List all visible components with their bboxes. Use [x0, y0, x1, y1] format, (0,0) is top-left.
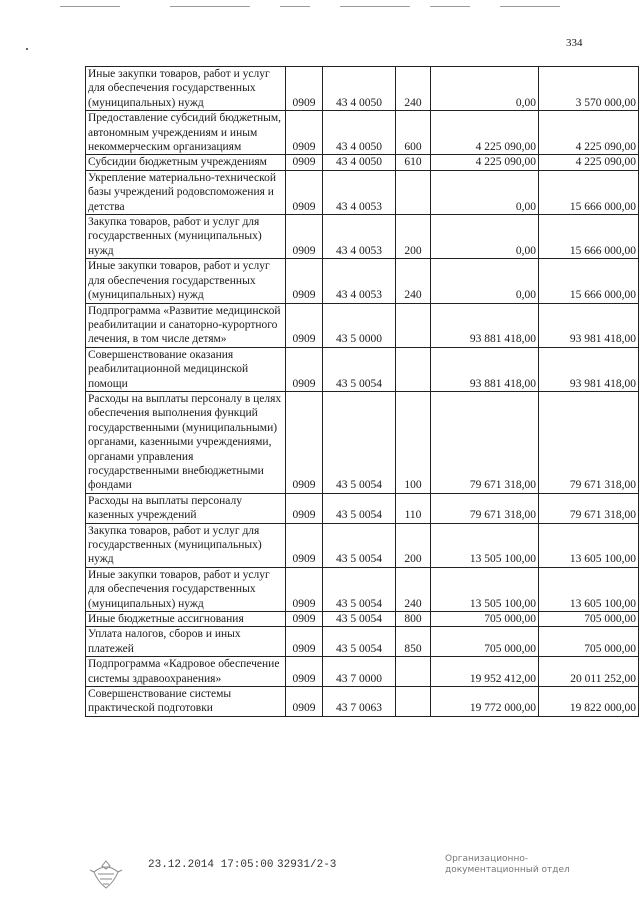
row-target-article: 43 5 0054 [323, 627, 396, 657]
scan-speck [26, 48, 28, 50]
row-target-article: 43 5 0054 [323, 567, 396, 611]
row-target-article: 43 4 0050 [323, 67, 396, 111]
row-target-article: 43 4 0053 [323, 215, 396, 259]
table-row [86, 627, 639, 657]
row-section-code: 0909 [286, 303, 323, 347]
row-section-code: 0909 [286, 347, 323, 391]
row-expense-type [396, 657, 431, 687]
row-amount-year-2: 93 981 418,00 [539, 303, 639, 347]
row-name: Расходы на выплаты персоналу в целях обеспечения выполнения функций государственными (муниципальными) органами, казенными учреждениями, органами управления государственными внебюджетными фондами [86, 391, 286, 493]
row-amount-year-1: 0,00 [431, 215, 539, 259]
row-name: Совершенствование оказания реабилитационной медицинской помощи [86, 347, 286, 391]
row-name: Подпрограмма «Развитие медицинской реабилитации и санаторно-курортного лечения, в том числе детям» [86, 303, 286, 347]
row-amount-year-2: 4 225 090,00 [539, 111, 639, 155]
row-expense-type [396, 687, 431, 717]
row-name: Закупка товаров, работ и услуг для государственных (муниципальных) нужд [86, 523, 286, 567]
row-expense-type: 200 [396, 215, 431, 259]
row-amount-year-2: 705 000,00 [539, 627, 639, 657]
row-amount-year-1: 0,00 [431, 259, 539, 303]
row-amount-year-2: 4 225 090,00 [539, 155, 639, 170]
table-row [86, 170, 639, 214]
row-section-code: 0909 [286, 259, 323, 303]
row-amount-year-2: 3 570 000,00 [539, 67, 639, 111]
row-name: Совершенствование системы практической подготовки [86, 687, 286, 717]
row-name: Субсидии бюджетным учреждениям [86, 155, 286, 170]
table-row [86, 111, 639, 155]
row-target-article: 43 7 0063 [323, 687, 396, 717]
row-expense-type: 200 [396, 523, 431, 567]
row-section-code: 0909 [286, 523, 323, 567]
row-target-article: 43 5 0054 [323, 493, 396, 523]
row-amount-year-1: 4 225 090,00 [431, 155, 539, 170]
footer-document-code: 32931/2-3 [277, 859, 337, 871]
table-row [86, 612, 639, 627]
row-amount-year-2: 15 666 000,00 [539, 259, 639, 303]
row-target-article: 43 5 0054 [323, 612, 396, 627]
table-row [86, 523, 639, 567]
row-expense-type: 240 [396, 259, 431, 303]
row-target-article: 43 4 0053 [323, 170, 396, 214]
row-name: Предоставление субсидий бюджетным, автономным учреждениям и иным некоммерческим организациям [86, 111, 286, 155]
row-amount-year-1: 13 505 100,00 [431, 567, 539, 611]
row-amount-year-2: 15 666 000,00 [539, 170, 639, 214]
table-row [86, 391, 639, 493]
row-name: Иные бюджетные ассигнования [86, 612, 286, 627]
table-row [86, 567, 639, 611]
table-row [86, 67, 639, 111]
row-target-article: 43 7 0000 [323, 657, 396, 687]
row-amount-year-1: 13 505 100,00 [431, 523, 539, 567]
row-expense-type: 610 [396, 155, 431, 170]
row-name: Расходы на выплаты персоналу казенных учреждений [86, 493, 286, 523]
table-row [86, 259, 639, 303]
row-amount-year-2: 13 605 100,00 [539, 567, 639, 611]
footer-timestamp: 23.12.2014 17:05:00 [148, 859, 274, 871]
row-amount-year-1: 79 671 318,00 [431, 493, 539, 523]
row-target-article: 43 5 0054 [323, 523, 396, 567]
row-amount-year-1: 93 881 418,00 [431, 347, 539, 391]
row-name: Укрепление материально-технической базы учреждений родовспоможения и детства [86, 170, 286, 214]
row-amount-year-2: 79 671 318,00 [539, 493, 639, 523]
row-expense-type: 850 [396, 627, 431, 657]
table-row [86, 215, 639, 259]
row-target-article: 43 5 0054 [323, 391, 396, 493]
row-expense-type: 100 [396, 391, 431, 493]
row-amount-year-1: 19 952 412,00 [431, 657, 539, 687]
table-row [86, 493, 639, 523]
row-name: Иные закупки товаров, работ и услуг для обеспечения государственных (муниципальных) нужд [86, 567, 286, 611]
row-section-code: 0909 [286, 391, 323, 493]
row-expense-type: 240 [396, 567, 431, 611]
row-expense-type [396, 170, 431, 214]
table-row [86, 155, 639, 170]
row-section-code: 0909 [286, 215, 323, 259]
page-number: 334 [566, 37, 583, 49]
department-stamp [445, 854, 570, 876]
row-amount-year-1: 705 000,00 [431, 627, 539, 657]
row-amount-year-2: 20 011 252,00 [539, 657, 639, 687]
row-target-article: 43 4 0053 [323, 259, 396, 303]
table-row [86, 657, 639, 687]
row-name: Иные закупки товаров, работ и услуг для обеспечения государственных (муниципальных) нужд [86, 67, 286, 111]
table-row [86, 687, 639, 717]
stamp-line-1: Организационно- [445, 854, 529, 864]
row-amount-year-2: 13 605 100,00 [539, 523, 639, 567]
row-expense-type: 800 [396, 612, 431, 627]
table-row [86, 303, 639, 347]
row-section-code: 0909 [286, 612, 323, 627]
row-amount-year-2: 15 666 000,00 [539, 215, 639, 259]
stamp-line-2: документационный отдел [445, 865, 570, 875]
row-expense-type: 240 [396, 67, 431, 111]
row-section-code: 0909 [286, 493, 323, 523]
row-amount-year-2: 19 822 000,00 [539, 687, 639, 717]
row-target-article: 43 4 0050 [323, 155, 396, 170]
row-section-code: 0909 [286, 627, 323, 657]
row-amount-year-1: 93 881 418,00 [431, 303, 539, 347]
row-section-code: 0909 [286, 155, 323, 170]
row-amount-year-1: 79 671 318,00 [431, 391, 539, 493]
row-amount-year-1: 19 772 000,00 [431, 687, 539, 717]
row-name: Подпрограмма «Кадровое обеспечение системы здравоохранения» [86, 657, 286, 687]
emblem-icon [86, 858, 126, 894]
row-amount-year-2: 93 981 418,00 [539, 347, 639, 391]
row-expense-type [396, 347, 431, 391]
row-name: Уплата налогов, сборов и иных платежей [86, 627, 286, 657]
budget-table [85, 66, 639, 717]
row-amount-year-2: 705 000,00 [539, 612, 639, 627]
row-target-article: 43 5 0054 [323, 347, 396, 391]
row-name: Иные закупки товаров, работ и услуг для обеспечения государственных (муниципальных) нужд [86, 259, 286, 303]
row-expense-type: 110 [396, 493, 431, 523]
row-amount-year-2: 79 671 318,00 [539, 391, 639, 493]
row-amount-year-1: 0,00 [431, 170, 539, 214]
row-section-code: 0909 [286, 567, 323, 611]
row-section-code: 0909 [286, 67, 323, 111]
row-section-code: 0909 [286, 687, 323, 717]
row-expense-type: 600 [396, 111, 431, 155]
table-row [86, 347, 639, 391]
row-section-code: 0909 [286, 170, 323, 214]
row-section-code: 0909 [286, 657, 323, 687]
row-amount-year-1: 0,00 [431, 67, 539, 111]
row-amount-year-1: 705 000,00 [431, 612, 539, 627]
scan-edge-artifacts [0, 0, 640, 14]
row-expense-type [396, 303, 431, 347]
row-target-article: 43 5 0000 [323, 303, 396, 347]
row-name: Закупка товаров, работ и услуг для государственных (муниципальных) нужд [86, 215, 286, 259]
row-section-code: 0909 [286, 111, 323, 155]
row-amount-year-1: 4 225 090,00 [431, 111, 539, 155]
row-target-article: 43 4 0050 [323, 111, 396, 155]
